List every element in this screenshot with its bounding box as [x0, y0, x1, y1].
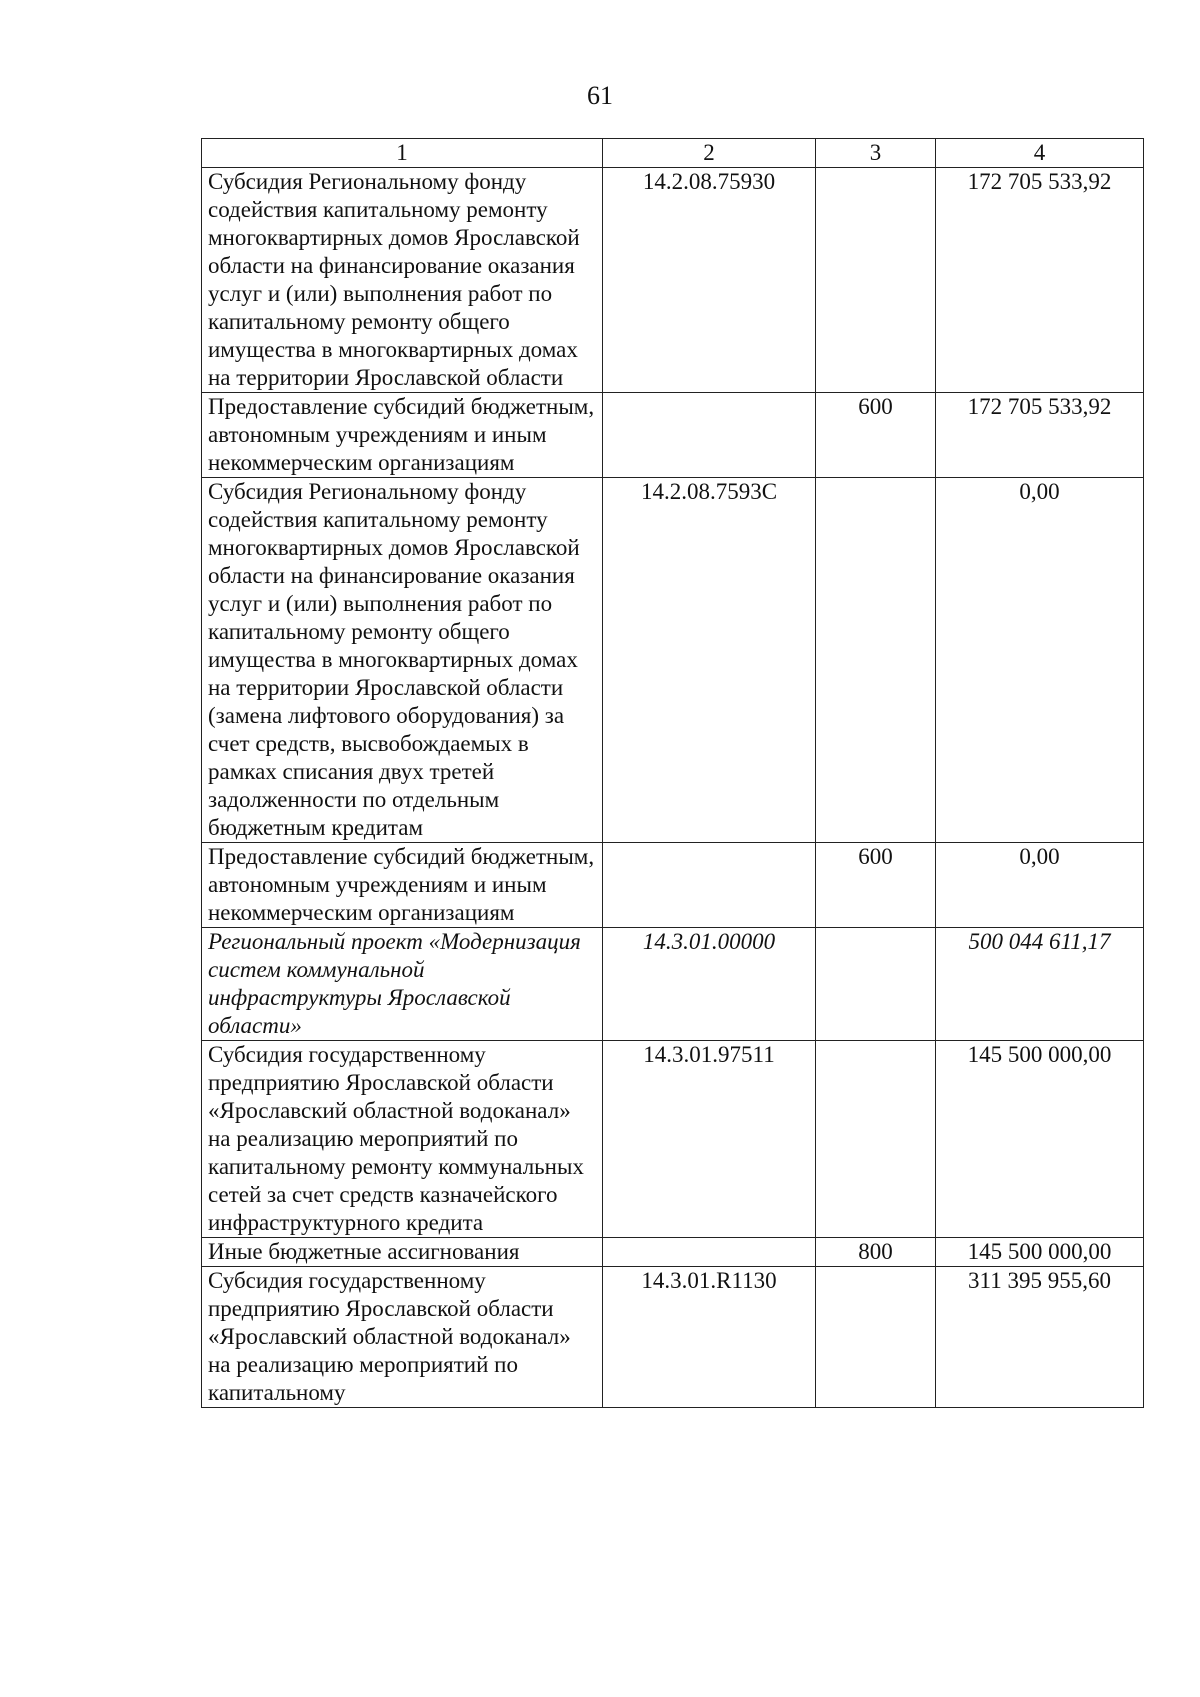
- row-type: [816, 1267, 936, 1408]
- row-code: 14.2.08.75930: [603, 168, 816, 393]
- row-type: [816, 478, 936, 843]
- table-row: [202, 168, 1144, 393]
- row-code: 14.3.01.R1130: [603, 1267, 816, 1408]
- row-amount: 145 500 000,00: [936, 1041, 1144, 1238]
- row-amount: 172 705 533,92: [936, 168, 1144, 393]
- column-header-3: 3: [816, 139, 936, 168]
- column-header-4: 4: [936, 139, 1144, 168]
- row-name: Иные бюджетные ассигнования: [202, 1238, 603, 1267]
- row-code: [603, 393, 816, 478]
- table-row: [202, 478, 1144, 843]
- column-header-2: 2: [603, 139, 816, 168]
- table-header-row: [202, 139, 1144, 168]
- row-code: [603, 843, 816, 928]
- budget-table: [201, 138, 1144, 1408]
- column-header-1: 1: [202, 139, 603, 168]
- row-type: [816, 168, 936, 393]
- row-name: Субсидия государственному предприятию Ярославской области «Ярославский областной водоканал» на реализацию мероприятий по капитальному ремонту коммунальных сетей за счет средств казначейского инфраструктурного кредита: [202, 1041, 603, 1238]
- table-row: [202, 1238, 1144, 1267]
- row-code: [603, 1238, 816, 1267]
- row-type: 800: [816, 1238, 936, 1267]
- row-amount: 0,00: [936, 843, 1144, 928]
- row-amount: 0,00: [936, 478, 1144, 843]
- row-type: 600: [816, 393, 936, 478]
- row-name: Субсидия Региональному фонду содействия капитальному ремонту многоквартирных домов Ярославской области на финансирование оказания услуг и (или) выполнения работ по капитальному ремонту общего имущества в многоквартирных домах на территории Ярославской области (замена лифтового оборудования) за счет средств, высвобождаемых в рамках списания двух третей задолженности по отдельным бюджетным кредитам: [202, 478, 603, 843]
- row-type: 600: [816, 843, 936, 928]
- row-code: 14.2.08.7593С: [603, 478, 816, 843]
- row-amount: 311 395 955,60: [936, 1267, 1144, 1408]
- row-amount: 172 705 533,92: [936, 393, 1144, 478]
- row-name: Региональный проект «Модернизация систем коммунальной инфраструктуры Ярославской области»: [202, 928, 603, 1041]
- page-number: 61: [587, 81, 613, 110]
- table-row: [202, 1041, 1144, 1238]
- row-code: 14.3.01.00000: [603, 928, 816, 1041]
- table-row: [202, 928, 1144, 1041]
- row-name: Субсидия государственному предприятию Ярославской области «Ярославский областной водоканал» на реализацию мероприятий по капитальному: [202, 1267, 603, 1408]
- row-name: Предоставление субсидий бюджетным, автономным учреждениям и иным некоммерческим организациям: [202, 393, 603, 478]
- table-row: [202, 843, 1144, 928]
- row-amount: 145 500 000,00: [936, 1238, 1144, 1267]
- row-name: Субсидия Региональному фонду содействия капитальному ремонту многоквартирных домов Ярославской области на финансирование оказания услуг и (или) выполнения работ по капитальному ремонту общего имущества в многоквартирных домах на территории Ярославской области: [202, 168, 603, 393]
- row-code: 14.3.01.97511: [603, 1041, 816, 1238]
- row-amount: 500 044 611,17: [936, 928, 1144, 1041]
- table-row: [202, 393, 1144, 478]
- row-type: [816, 928, 936, 1041]
- table-row: [202, 1267, 1144, 1408]
- row-type: [816, 1041, 936, 1238]
- row-name: Предоставление субсидий бюджетным, автономным учреждениям и иным некоммерческим организациям: [202, 843, 603, 928]
